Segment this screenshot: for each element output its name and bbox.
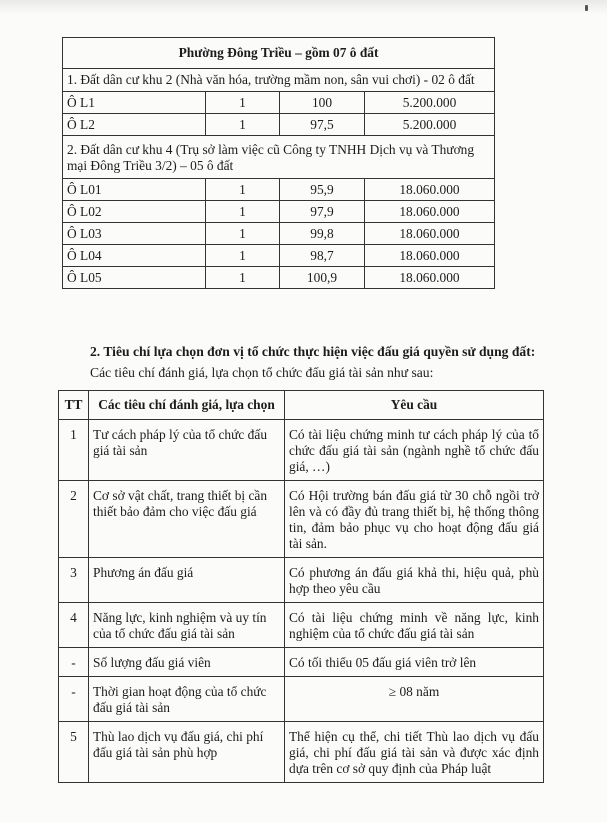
lot-name: Ô L04 [63, 245, 206, 267]
table-row [59, 722, 544, 783]
lot-count: 1 [206, 92, 280, 114]
lot-area: 97,9 [280, 201, 365, 223]
column-header-tt: TT [59, 391, 89, 420]
table-row [63, 179, 495, 201]
lot-name: Ô L03 [63, 223, 206, 245]
table-row [63, 267, 495, 289]
column-header-requirement: Yêu cầu [285, 391, 544, 420]
table-row [63, 223, 495, 245]
lot-name: Ô L02 [63, 201, 206, 223]
lot-price: 18.060.000 [365, 267, 495, 289]
lot-name: Ô L01 [63, 179, 206, 201]
requirement: Có tài liệu chứng minh tư cách pháp lý của tổ chức đấu giá tài sản (ngành nghề tổ chức đấu giá, …) [285, 420, 544, 481]
row-number: 2 [59, 481, 89, 558]
criterion: Năng lực, kinh nghiệm và uy tín của tổ chức đấu giá tài sản [89, 603, 285, 648]
lot-area: 99,8 [280, 223, 365, 245]
requirement: Có tối thiểu 05 đấu giá viên trở lên [285, 648, 544, 677]
table-row [63, 201, 495, 223]
criteria-table [58, 390, 544, 783]
lot-price: 18.060.000 [365, 179, 495, 201]
table-row [59, 481, 544, 558]
criterion: Thời gian hoạt động của tổ chức đấu giá tài sản [89, 677, 285, 722]
table-row [63, 92, 495, 114]
section-heading: 2. Tiêu chí lựa chọn đơn vị tổ chức thực hiện việc đấu giá quyền sử dụng đất: [90, 344, 536, 359]
row-number: - [59, 648, 89, 677]
requirement: Có tài liệu chứng minh về năng lực, kinh nghiệm của tổ chức đấu giá tài sản [285, 603, 544, 648]
table-row [63, 114, 495, 136]
requirement: Có phương án đấu giá khả thi, hiệu quả, phù hợp theo yêu cầu [285, 558, 544, 603]
lot-area: 100 [280, 92, 365, 114]
table-row [59, 603, 544, 648]
criterion: Thù lao dịch vụ đấu giá, chi phí đấu giá tài sản phù hợp [89, 722, 285, 783]
requirement: Có Hội trường bán đấu giá từ 30 chỗ ngồi trở lên và có đầy đủ trang thiết bị, hệ thống thông tin, đảm bảo phục vụ cho hoạt động đấu giá tài sản. [285, 481, 544, 558]
lot-name: Ô L1 [63, 92, 206, 114]
section-heading: 1. Đất dân cư khu 2 (Nhà văn hóa, trường mầm non, sân vui chơi) - 02 ô đất [63, 69, 495, 92]
table-row [63, 245, 495, 267]
lot-price: 5.200.000 [365, 92, 495, 114]
page-top-shadow [0, 0, 607, 14]
column-header-criteria: Các tiêu chí đánh giá, lựa chọn [89, 391, 285, 420]
criterion: Cơ sở vật chất, trang thiết bị cần thiết bảo đảm cho việc đấu giá [89, 481, 285, 558]
lot-count: 1 [206, 267, 280, 289]
lot-count: 1 [206, 114, 280, 136]
lot-count: 1 [206, 223, 280, 245]
lot-name: Ô L2 [63, 114, 206, 136]
section-row [63, 136, 495, 179]
section-intro: Các tiêu chí đánh giá, lựa chọn tổ chức đấu giá tài sản như sau: [90, 365, 434, 380]
table-header-row [59, 391, 544, 420]
lot-area: 98,7 [280, 245, 365, 267]
row-number: 4 [59, 603, 89, 648]
lot-count: 1 [206, 245, 280, 267]
section-heading: 2. Đất dân cư khu 4 (Trụ sở làm việc cũ Công ty TNHH Dịch vụ và Thương mại Đông Triều 3/2) – 05 ô đất [63, 136, 495, 179]
lot-price: 18.060.000 [365, 201, 495, 223]
lot-area: 100,9 [280, 267, 365, 289]
requirement: ≥ 08 năm [285, 677, 544, 722]
lot-price: 5.200.000 [365, 114, 495, 136]
requirement: Thể hiện cụ thể, chi tiết Thù lao dịch vụ đấu giá, chi phí đấu giá tài sản và được xác định dựa trên cơ sở quy định của Pháp luật [285, 722, 544, 783]
table-row [59, 558, 544, 603]
table-row [59, 677, 544, 722]
criterion: Số lượng đấu giá viên [89, 648, 285, 677]
lot-count: 1 [206, 179, 280, 201]
lot-price: 18.060.000 [365, 245, 495, 267]
row-number: 1 [59, 420, 89, 481]
table-row [59, 420, 544, 481]
table-title: Phường Đông Triều – gồm 07 ô đất [63, 38, 495, 69]
row-number: 5 [59, 722, 89, 783]
section-row [63, 69, 495, 92]
lot-count: 1 [206, 201, 280, 223]
criterion: Phương án đấu giá [89, 558, 285, 603]
lot-area: 95,9 [280, 179, 365, 201]
land-lots-table [62, 37, 495, 289]
criterion: Tư cách pháp lý của tổ chức đấu giá tài sản [89, 420, 285, 481]
lot-price: 18.060.000 [365, 223, 495, 245]
scan-speck [585, 5, 588, 11]
table-title-row [63, 38, 495, 69]
lot-area: 97,5 [280, 114, 365, 136]
table-row [59, 648, 544, 677]
row-number: 3 [59, 558, 89, 603]
lot-name: Ô L05 [63, 267, 206, 289]
row-number: - [59, 677, 89, 722]
